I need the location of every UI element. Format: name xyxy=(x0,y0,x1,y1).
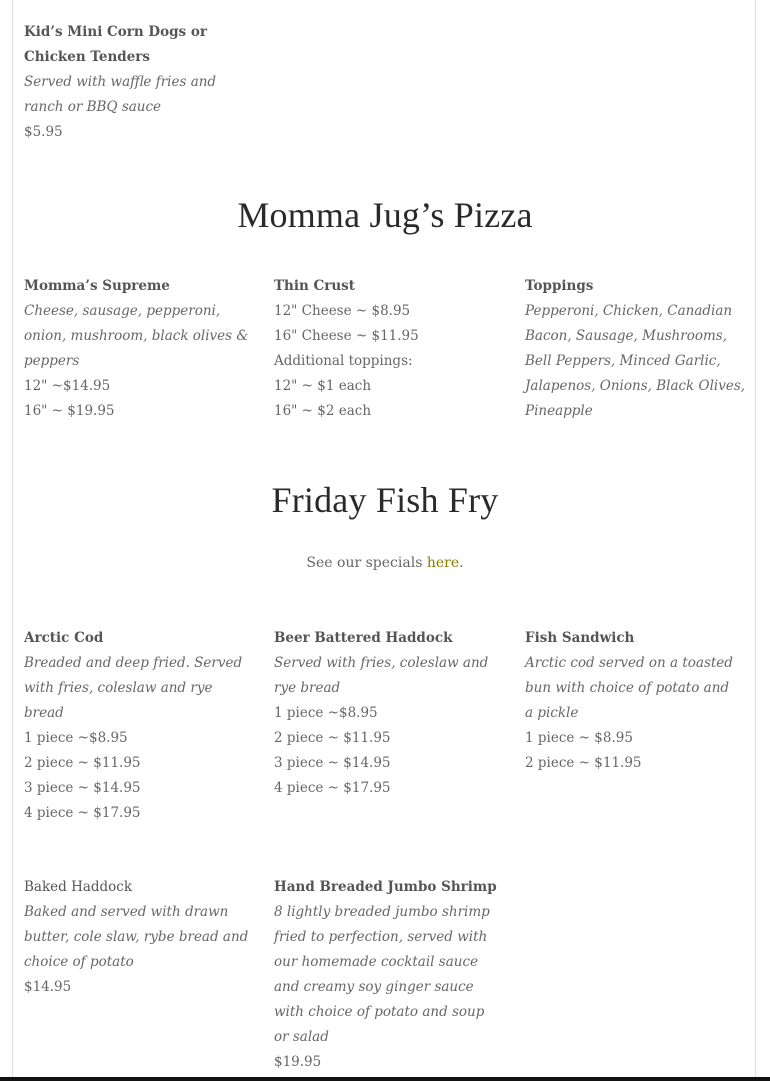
menu-item-beer-battered-haddock xyxy=(274,626,502,801)
item-price-line: 16" Cheese ~ $11.95 xyxy=(274,328,419,344)
menu-item-kids-corn-dogs xyxy=(24,20,254,145)
item-name: Toppings xyxy=(525,278,594,294)
item-price-line: 1 piece ~$8.95 xyxy=(274,705,378,721)
section-title-pizza: Momma Jug’s Pizza xyxy=(237,195,533,235)
item-name: Baked Haddock xyxy=(24,879,133,895)
menu-item-toppings xyxy=(525,274,750,424)
item-name: Kid’s Mini Corn Dogs or Chicken Tenders xyxy=(24,24,207,65)
item-name: Fish Sandwich xyxy=(525,630,635,646)
item-price-line: 3 piece ~ $14.95 xyxy=(274,755,391,771)
item-description: Baked and served with drawn butter, cole slaw, rybe bread and choice of potato xyxy=(24,904,249,970)
menu-item-mommas-supreme xyxy=(24,274,252,424)
item-price-line: 2 piece ~ $11.95 xyxy=(525,755,642,771)
item-price-line: 16" ~ $19.95 xyxy=(24,403,115,419)
item-price-line: 2 piece ~ $11.95 xyxy=(274,730,391,746)
section-title-fish-fry: Friday Fish Fry xyxy=(271,480,499,520)
item-price-line: Additional toppings: xyxy=(274,353,413,369)
item-price-line: 2 piece ~ $11.95 xyxy=(24,755,141,771)
item-price-line: 4 piece ~ $17.95 xyxy=(24,805,141,821)
footer-bar xyxy=(0,1077,770,1081)
specials-note xyxy=(0,555,770,571)
item-price-line: 12" ~ $1 each xyxy=(274,378,372,394)
item-description: Served with fries, coleslaw and rye bread xyxy=(274,655,489,696)
item-description: Arctic cod served on a toasted bun with choice of potato and a pickle xyxy=(525,655,733,721)
item-price-line: 3 piece ~ $14.95 xyxy=(24,780,141,796)
menu-item-baked-haddock xyxy=(24,875,252,1000)
item-price-line: 1 piece ~ $8.95 xyxy=(525,730,633,746)
item-description: 8 lightly breaded jumbo shrimp fried to perfection, served with our homemade cocktail sauce and creamy soy ginger sauce with choice of potato and soup or salad xyxy=(274,904,490,1045)
item-price-line: 12" Cheese ~ $8.95 xyxy=(274,303,411,319)
item-name: Momma’s Supreme xyxy=(24,278,170,294)
item-name: Thin Crust xyxy=(274,278,356,294)
item-name: Beer Battered Haddock xyxy=(274,630,453,646)
item-price-line: 1 piece ~$8.95 xyxy=(24,730,128,746)
item-price-line: 12" ~$14.95 xyxy=(24,378,111,394)
item-price: $5.95 xyxy=(24,124,63,140)
item-description: Served with waffle fries and ranch or BBQ sauce xyxy=(24,74,217,115)
item-name: Arctic Cod xyxy=(24,630,104,646)
menu-item-jumbo-shrimp xyxy=(274,875,500,1075)
item-price: $19.95 xyxy=(274,1054,322,1070)
specials-note-suffix: . xyxy=(459,555,464,571)
menu-item-thin-crust xyxy=(274,274,502,424)
menu-item-arctic-cod xyxy=(24,626,252,826)
item-description: Cheese, sausage, pepperoni, onion, mushroom, black olives & peppers xyxy=(24,303,249,369)
item-name: Hand Breaded Jumbo Shrimp xyxy=(274,879,497,895)
item-description: Pepperoni, Chicken, Canadian Bacon, Sausage, Mushrooms, Bell Peppers, Minced Garlic, Jalapenos, Onions, Black Olives, Pineapple xyxy=(525,303,746,419)
item-price-line: 16" ~ $2 each xyxy=(274,403,372,419)
specials-link[interactable]: here xyxy=(426,555,460,571)
item-price-line: 4 piece ~ $17.95 xyxy=(274,780,391,796)
item-description: Breaded and deep fried. Served with fries, coleslaw and rye bread xyxy=(24,655,243,721)
menu-item-fish-sandwich xyxy=(525,626,740,776)
specials-note-prefix: See our specials xyxy=(306,555,427,571)
item-price: $14.95 xyxy=(24,979,72,995)
